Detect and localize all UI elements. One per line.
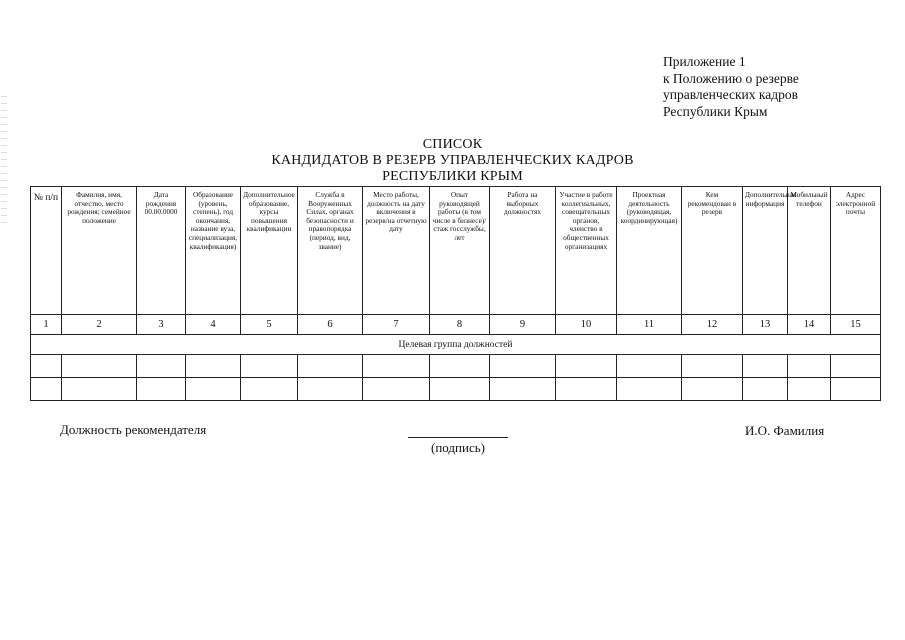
appendix-line: управленческих кадров bbox=[663, 87, 798, 102]
candidates-table bbox=[30, 186, 881, 401]
table-cell[interactable] bbox=[743, 355, 788, 378]
column-number: 15 bbox=[831, 315, 881, 335]
table-cell[interactable] bbox=[298, 355, 363, 378]
table-cell[interactable] bbox=[430, 378, 490, 401]
table-cell[interactable] bbox=[831, 378, 881, 401]
table-cell[interactable] bbox=[831, 355, 881, 378]
table-cell[interactable] bbox=[186, 355, 241, 378]
column-number: 14 bbox=[788, 315, 831, 335]
header-cell-management-experience: Опыт руководящей работы (в том числе в бизнесе)/ стаж госслужбы, лет bbox=[430, 187, 490, 315]
column-number: 8 bbox=[430, 315, 490, 335]
table-cell[interactable] bbox=[62, 378, 137, 401]
table-cell[interactable] bbox=[62, 355, 137, 378]
header-cell-collegial-bodies: Участие в работе коллегиальных, совещательных органов, членство в общественных организациях bbox=[556, 187, 617, 315]
table-cell[interactable] bbox=[363, 378, 430, 401]
table-cell[interactable] bbox=[788, 355, 831, 378]
header-cell-additional-info: Дополнительная информация bbox=[743, 187, 788, 315]
column-number: 12 bbox=[682, 315, 743, 335]
column-number: 11 bbox=[617, 315, 682, 335]
header-cell-email: Адрес электронной почты bbox=[831, 187, 881, 315]
header-cell-additional-education: Дополнительное образование, курсы повышения квалификации bbox=[241, 187, 298, 315]
column-number: 9 bbox=[490, 315, 556, 335]
table-cell[interactable] bbox=[137, 378, 186, 401]
appendix-note bbox=[663, 54, 799, 120]
initials-surname-label: И.О. Фамилия bbox=[745, 423, 825, 438]
header-cell-mobile-phone: Мобильный телефон bbox=[788, 187, 831, 315]
table-cell[interactable] bbox=[556, 378, 617, 401]
appendix-line: к Положению о резерве bbox=[663, 70, 799, 86]
header-cell-project-activity: Проектная деятельность (руководящая, координирующая) bbox=[617, 187, 682, 315]
header-cell-military-service: Служба в Вооруженных Силах, органах безопасности и правопорядка (период, вид, звание) bbox=[298, 187, 363, 315]
table-row bbox=[31, 378, 881, 401]
header-cell-birth-date: Дата рождения 00.00.0000 bbox=[137, 187, 186, 315]
table-cell[interactable] bbox=[490, 378, 556, 401]
column-number: 4 bbox=[186, 315, 241, 335]
scan-artifact bbox=[1, 96, 7, 226]
table-cell[interactable] bbox=[788, 378, 831, 401]
recommender-position-label: Должность рекомендателя bbox=[60, 422, 207, 437]
table-cell[interactable] bbox=[490, 355, 556, 378]
signature-caption: (подпись) bbox=[431, 440, 485, 455]
header-cell-elected-positions: Работа на выборных должностях bbox=[490, 187, 556, 315]
table-cell[interactable] bbox=[241, 355, 298, 378]
column-number: 7 bbox=[363, 315, 430, 335]
table-cell[interactable] bbox=[682, 378, 743, 401]
table-row bbox=[31, 355, 881, 378]
column-number: 10 bbox=[556, 315, 617, 335]
column-number: 3 bbox=[137, 315, 186, 335]
title-line: РЕСПУБЛИКИ КРЫМ bbox=[382, 169, 523, 184]
title-line: КАНДИДАТОВ В РЕЗЕРВ УПРАВЛЕНЧЕСКИХ КАДРОВ bbox=[271, 153, 634, 168]
header-cell-workplace: Место работы, должность на дату включения в резерв/на отчетную дату bbox=[363, 187, 430, 315]
title-line: СПИСОК bbox=[422, 137, 483, 152]
table-cell[interactable] bbox=[31, 355, 62, 378]
table-cell[interactable] bbox=[617, 355, 682, 378]
header-cell-recommended-by: Кем рекомендован в резерв bbox=[682, 187, 743, 315]
table-cell[interactable] bbox=[430, 355, 490, 378]
column-number: 13 bbox=[743, 315, 788, 335]
document-title bbox=[200, 137, 705, 185]
table-cell[interactable] bbox=[31, 378, 62, 401]
table-cell[interactable] bbox=[363, 355, 430, 378]
table-cell[interactable] bbox=[617, 378, 682, 401]
table-cell[interactable] bbox=[556, 355, 617, 378]
table-cell[interactable] bbox=[137, 355, 186, 378]
header-row bbox=[31, 187, 881, 315]
table-cell[interactable] bbox=[743, 378, 788, 401]
target-group-label: Целевая группа должностей bbox=[31, 335, 881, 355]
column-number: 5 bbox=[241, 315, 298, 335]
appendix-line: Приложение 1 bbox=[663, 54, 746, 69]
table-cell[interactable] bbox=[682, 355, 743, 378]
table-cell[interactable] bbox=[298, 378, 363, 401]
header-cell-number: № п/п bbox=[31, 187, 62, 315]
header-cell-education: Образование (уровень, степень), год окончания, название вуза, специализация, квалификация) bbox=[186, 187, 241, 315]
target-group-row bbox=[31, 335, 881, 355]
column-number: 2 bbox=[62, 315, 137, 335]
table-cell[interactable] bbox=[241, 378, 298, 401]
column-numbers-row bbox=[31, 315, 881, 335]
column-number: 6 bbox=[298, 315, 363, 335]
appendix-line: Республики Крым bbox=[663, 103, 768, 119]
header-cell-full-name: Фамилия, имя, отчество, место рождения; семейное положение bbox=[62, 187, 137, 315]
signature-line bbox=[408, 437, 508, 438]
column-number: 1 bbox=[31, 315, 62, 335]
table-cell[interactable] bbox=[186, 378, 241, 401]
